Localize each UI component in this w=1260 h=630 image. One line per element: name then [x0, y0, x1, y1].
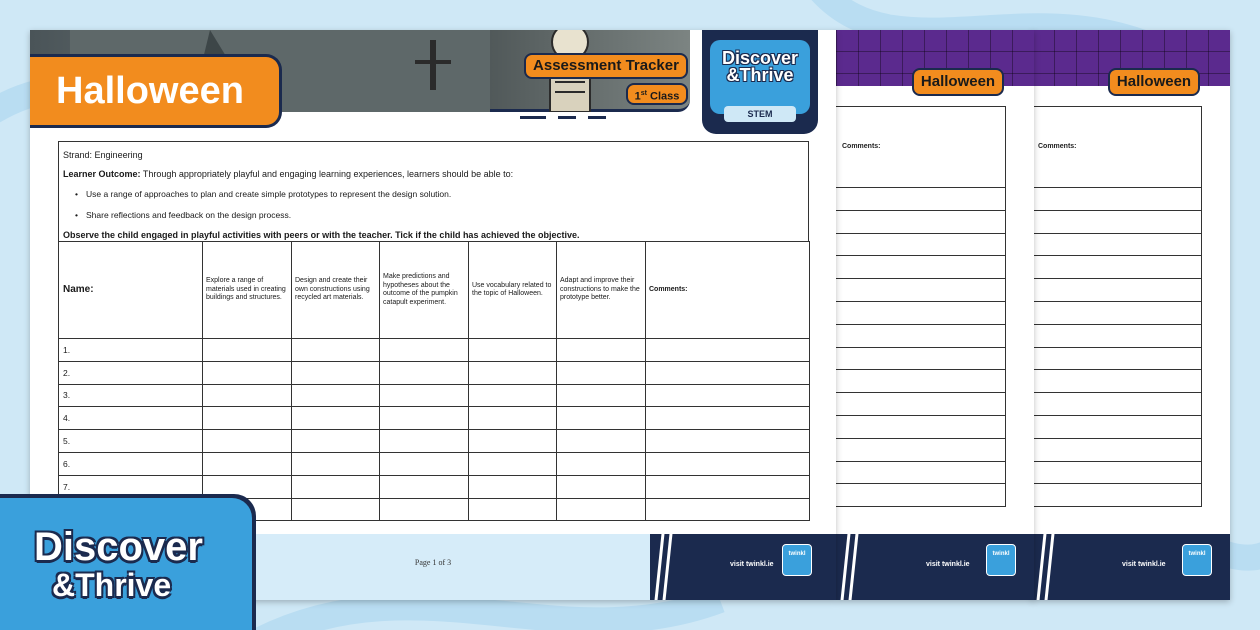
logo-large-line1: Discover — [34, 525, 203, 569]
table-row — [836, 234, 1006, 257]
table-row — [1032, 188, 1202, 211]
table-row — [1032, 370, 1202, 393]
page-number: Page 1 of 3 — [414, 558, 452, 567]
tick-cell[interactable] — [380, 339, 469, 362]
table-row — [1032, 302, 1202, 325]
twinkl-logo-icon: twinkl — [1182, 544, 1212, 576]
learner-outcome-box — [58, 141, 809, 242]
discover-thrive-logo-card — [0, 494, 256, 630]
table-row — [59, 430, 810, 453]
table-row — [836, 416, 1006, 439]
outcome-bullet: • Use a range of approaches to plan and create simple prototypes to represent the design solution. — [63, 184, 804, 205]
comment-cell[interactable] — [646, 339, 810, 362]
tick-cell[interactable] — [292, 407, 380, 430]
table-row — [59, 361, 810, 384]
tick-cell[interactable] — [292, 430, 380, 453]
class-suffix: st — [640, 90, 647, 97]
class-number: 1 — [634, 90, 641, 103]
table-row — [1032, 393, 1202, 416]
tick-cell[interactable] — [203, 361, 292, 384]
visit-link[interactable]: visit twinkl.ie — [730, 561, 774, 568]
column-header-objective: Design and create their own constructions using recycled art materials. — [292, 242, 380, 339]
table-row — [59, 339, 810, 362]
tick-cell[interactable] — [469, 407, 557, 430]
comment-rows — [836, 188, 1006, 507]
tick-cell[interactable] — [292, 475, 380, 498]
table-row — [59, 452, 810, 475]
sheet-footer — [836, 534, 1034, 600]
tick-cell[interactable] — [557, 430, 646, 453]
footer-brand-band — [650, 534, 836, 600]
outcome-line — [63, 165, 804, 184]
table-row — [1032, 279, 1202, 302]
tick-cell[interactable] — [557, 339, 646, 362]
tick-cell[interactable] — [380, 475, 469, 498]
column-header-name: Name: — [59, 242, 203, 339]
comment-cell[interactable] — [646, 498, 810, 521]
tick-cell[interactable] — [380, 361, 469, 384]
table-row — [836, 484, 1006, 507]
table-row — [836, 302, 1006, 325]
comment-rows — [1032, 188, 1202, 507]
twinkl-logo-icon: twinkl — [782, 544, 812, 576]
table-row — [836, 188, 1006, 211]
table-row — [1032, 439, 1202, 462]
footer-inner — [650, 534, 836, 600]
outcome-text: Through appropriately playful and engaging learning experiences, learners should be able to: — [142, 169, 514, 179]
tick-cell[interactable] — [557, 475, 646, 498]
twinkl-logo-icon: twinkl — [986, 544, 1016, 576]
assessment-table — [58, 241, 810, 521]
table-row — [59, 384, 810, 407]
tick-cell[interactable] — [380, 430, 469, 453]
discover-thrive-logo — [710, 40, 810, 114]
class-level-badge — [626, 83, 688, 105]
tick-cell[interactable] — [469, 430, 557, 453]
strand-label: Strand: — [63, 150, 93, 160]
tick-cell[interactable] — [557, 498, 646, 521]
tick-cell[interactable] — [469, 452, 557, 475]
column-header-objective: Adapt and improve their constructions to make the prototype better. — [557, 242, 646, 339]
comment-cell[interactable] — [646, 452, 810, 475]
comments-header: Comments: — [836, 106, 1006, 188]
table-row — [1032, 325, 1202, 348]
table-row — [1032, 416, 1202, 439]
tick-cell[interactable] — [557, 452, 646, 475]
row-number: 2. — [59, 361, 203, 384]
tick-cell[interactable] — [380, 498, 469, 521]
comment-cell[interactable] — [646, 384, 810, 407]
table-row — [1032, 234, 1202, 257]
logo-line2: &Thrive — [726, 65, 794, 85]
tick-cell[interactable] — [292, 339, 380, 362]
row-number: 7. — [59, 475, 203, 498]
discover-thrive-logo-large — [0, 498, 252, 630]
tick-cell[interactable] — [203, 430, 292, 453]
tick-cell[interactable] — [380, 384, 469, 407]
tick-cell[interactable] — [557, 361, 646, 384]
tick-cell[interactable] — [469, 361, 557, 384]
stem-tag: STEM — [724, 106, 796, 122]
sheet-footer — [1032, 534, 1230, 600]
strand-value: Engineering — [94, 150, 143, 160]
row-number: 5. — [59, 430, 203, 453]
back-sheet-title: Halloween — [912, 68, 1004, 96]
visit-link[interactable]: visit twinkl.ie — [1122, 561, 1166, 568]
tick-cell[interactable] — [380, 452, 469, 475]
row-number: 4. — [59, 407, 203, 430]
row-number: 6. — [59, 452, 203, 475]
table-row — [1032, 484, 1202, 507]
comment-cell[interactable] — [646, 430, 810, 453]
table-row — [1032, 211, 1202, 234]
outcome-bullet: • Share reflections and feedback on the design process. — [63, 205, 804, 226]
comment-cell[interactable] — [646, 361, 810, 384]
visit-link[interactable]: visit twinkl.ie — [926, 561, 970, 568]
strand-line — [63, 146, 804, 165]
column-header-objective: Explore a range of materials used in creating buildings and structures. — [203, 242, 292, 339]
tick-cell[interactable] — [380, 407, 469, 430]
comments-header: Comments: — [1032, 106, 1202, 188]
instruction-text: Observe the child engaged in playful activities with peers or with the teacher. Tick if the child has achieved the objective. — [63, 230, 580, 240]
table-row — [1032, 462, 1202, 485]
table-header-row — [59, 242, 810, 339]
comment-cell[interactable] — [646, 475, 810, 498]
table-row — [836, 325, 1006, 348]
column-header-objective: Use vocabulary related to the topic of Halloween. — [469, 242, 557, 339]
column-header-comments: Comments: — [646, 242, 810, 339]
tick-cell[interactable] — [292, 452, 380, 475]
row-number: 3. — [59, 384, 203, 407]
table-row — [59, 407, 810, 430]
assessment-tracker-label: Assessment Tracker — [524, 53, 688, 79]
tick-cell[interactable] — [203, 407, 292, 430]
class-word: Class — [650, 90, 680, 103]
header-divider — [520, 116, 640, 119]
tick-cell[interactable] — [292, 361, 380, 384]
table-row — [836, 279, 1006, 302]
tick-cell[interactable] — [469, 384, 557, 407]
tick-cell[interactable] — [292, 498, 380, 521]
table-row — [836, 393, 1006, 416]
comment-cell[interactable] — [646, 407, 810, 430]
brand-tab — [702, 30, 818, 134]
tick-cell[interactable] — [469, 498, 557, 521]
outcome-label: Learner Outcome: — [63, 169, 141, 179]
back-sheet-page-2 — [836, 30, 1034, 600]
back-sheet-title: Halloween — [1108, 68, 1200, 96]
table-row — [1032, 256, 1202, 279]
table-row — [836, 462, 1006, 485]
column-header-objective: Make predictions and hypotheses about the outcome of the pumpkin catapult experiment. — [380, 242, 469, 339]
back-sheet-page-3 — [1032, 30, 1230, 600]
tick-cell[interactable] — [203, 339, 292, 362]
logo-line1: Discover — [721, 48, 799, 68]
table-row — [836, 211, 1006, 234]
tick-cell[interactable] — [557, 407, 646, 430]
tick-cell[interactable] — [292, 384, 380, 407]
tick-cell[interactable] — [469, 475, 557, 498]
logo-large-line2: &Thrive — [52, 567, 172, 603]
table-row — [836, 439, 1006, 462]
tick-cell[interactable] — [203, 384, 292, 407]
row-number: 1. — [59, 339, 203, 362]
tick-cell[interactable] — [469, 339, 557, 362]
page-title: Halloween — [30, 54, 282, 128]
table-row — [836, 256, 1006, 279]
table-row — [836, 370, 1006, 393]
tick-cell[interactable] — [203, 452, 292, 475]
table-row — [1032, 348, 1202, 371]
table-row — [836, 348, 1006, 371]
tick-cell[interactable] — [557, 384, 646, 407]
